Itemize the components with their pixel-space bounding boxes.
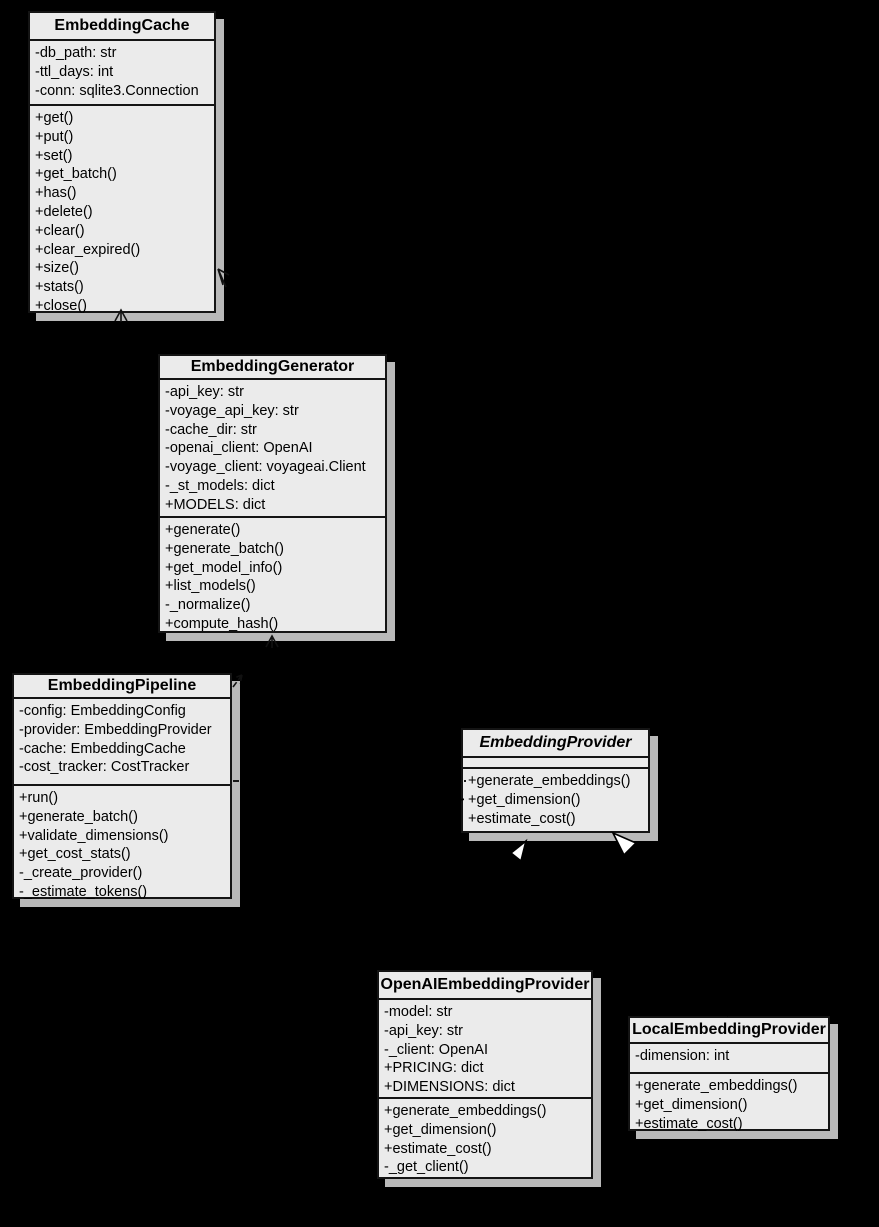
class-member: -provider: EmbeddingProvider	[19, 721, 212, 738]
class-node-openaiembeddingprovider	[377, 970, 593, 1179]
class-attributes	[630, 1044, 828, 1074]
class-node-embeddingpipeline	[12, 673, 232, 899]
class-member: -_st_models: dict	[165, 477, 275, 494]
class-member: -dimension: int	[635, 1048, 730, 1064]
class-attributes	[160, 380, 385, 518]
class-member: +MODELS: dict	[165, 496, 266, 513]
class-member: -api_key: str	[384, 1022, 463, 1039]
association-arrowhead-icon	[218, 269, 229, 287]
class-node-embeddinggenerator	[158, 354, 387, 633]
class-attributes	[463, 758, 648, 769]
class-member: +get_dimension()	[384, 1121, 497, 1138]
dependency-dashed-line	[233, 781, 466, 800]
class-member: +put()	[35, 128, 74, 145]
class-member: +PRICING: dict	[384, 1060, 484, 1077]
class-methods	[463, 769, 648, 831]
class-member: +get_dimension()	[635, 1096, 748, 1113]
class-member: +stats()	[35, 279, 84, 296]
class-attributes	[14, 699, 230, 786]
class-member: -api_key: str	[165, 384, 244, 400]
class-title: OpenAIEmbeddingProvider	[379, 972, 591, 1000]
class-member: +list_models()	[165, 578, 256, 595]
class-node-localembeddingprovider	[628, 1016, 830, 1131]
class-node-embeddingprovider-abstract	[461, 728, 650, 833]
class-attributes	[379, 1000, 591, 1099]
class-member: +get_dimension()	[468, 791, 581, 808]
class-attributes	[30, 41, 214, 106]
class-member: -_get_client()	[384, 1159, 469, 1176]
class-member: +close()	[35, 297, 87, 314]
class-member: +run()	[19, 790, 59, 806]
class-member: +get_model_info()	[165, 559, 283, 576]
class-member: -cost_tracker: CostTracker	[19, 759, 190, 776]
class-member: +has()	[35, 185, 77, 202]
class-title: EmbeddingPipeline	[14, 675, 230, 699]
association-arrowhead-icon	[266, 636, 278, 648]
class-member: +generate_embeddings()	[468, 773, 631, 789]
class-member: +estimate_cost()	[384, 1140, 492, 1157]
class-methods	[379, 1099, 591, 1177]
hollow-triangle-icon	[613, 833, 636, 855]
class-member: +clear_expired()	[35, 241, 141, 258]
class-title: EmbeddingProvider	[463, 730, 648, 758]
class-member: +generate_batch()	[165, 540, 284, 557]
class-member: +clear()	[35, 222, 85, 239]
class-member: -openai_client: OpenAI	[165, 440, 313, 457]
class-member: +estimate_cost()	[468, 810, 576, 827]
class-member: -voyage_api_key: str	[165, 402, 299, 419]
class-member: +generate_embeddings()	[635, 1078, 798, 1094]
class-member: +generate_embeddings()	[384, 1103, 547, 1119]
class-member: -ttl_days: int	[35, 63, 114, 80]
class-member: +compute_hash()	[165, 615, 279, 632]
class-member: +delete()	[35, 203, 93, 220]
class-title: LocalEmbeddingProvider	[630, 1018, 828, 1044]
class-member: -model: str	[384, 1004, 453, 1020]
class-member: -_client: OpenAI	[384, 1041, 488, 1058]
class-member: -_estimate_tokens()	[19, 883, 148, 900]
class-member: -_create_provider()	[19, 865, 143, 882]
class-member: +DIMENSIONS: dict	[384, 1079, 515, 1096]
class-node-embeddingcache	[28, 11, 216, 313]
class-member: -config: EmbeddingConfig	[19, 703, 186, 719]
class-methods	[14, 786, 230, 902]
class-member: +size()	[35, 260, 79, 277]
class-member: +validate_dimensions()	[19, 827, 169, 844]
class-member: +get_cost_stats()	[19, 846, 131, 863]
class-methods	[630, 1074, 828, 1133]
class-member: +estimate_cost()	[635, 1115, 743, 1132]
class-member: -voyage_client: voyageai.Client	[165, 459, 366, 476]
hollow-triangle-icon	[511, 841, 526, 861]
class-methods	[30, 106, 214, 316]
class-member: +set()	[35, 147, 73, 164]
class-member: -db_path: str	[35, 45, 117, 61]
class-member: -conn: sqlite3.Connection	[35, 82, 199, 99]
class-member: -cache_dir: str	[165, 421, 257, 438]
class-title: EmbeddingGenerator	[160, 356, 385, 380]
class-member: +generate_batch()	[19, 808, 138, 825]
class-title: EmbeddingCache	[30, 13, 214, 41]
class-member: +get_batch()	[35, 166, 117, 183]
association-arrowhead-icon	[233, 675, 242, 687]
generalization-arrow	[613, 833, 728, 1016]
class-member: -_normalize()	[165, 597, 251, 614]
class-methods	[160, 518, 385, 634]
class-member: +generate()	[165, 522, 241, 538]
class-member: +get()	[35, 110, 74, 126]
class-member: -cache: EmbeddingCache	[19, 740, 186, 757]
generalization-arrow	[486, 841, 526, 970]
